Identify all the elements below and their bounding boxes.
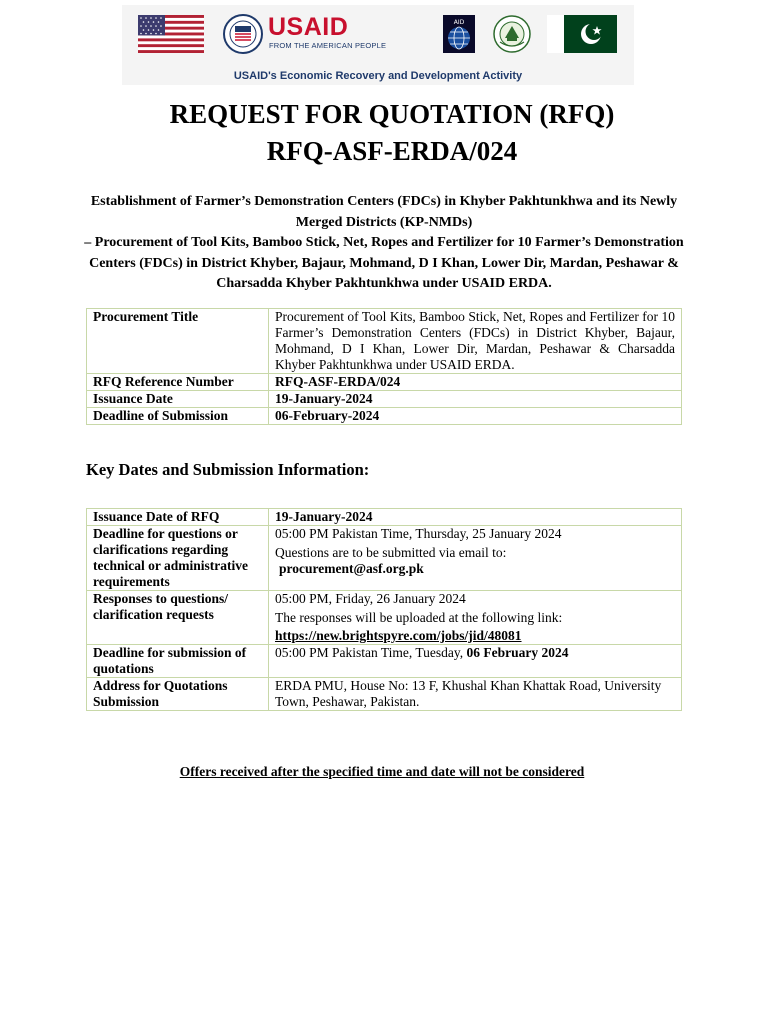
pakistan-flag-icon xyxy=(547,15,617,53)
table-row xyxy=(87,509,682,526)
usaid-tagline: FROM THE AMERICAN PEOPLE xyxy=(269,41,387,50)
procurement-title-label: Procurement Title xyxy=(87,309,269,374)
rfq-number-title: RFQ-ASF-ERDA/024 xyxy=(266,136,518,166)
quotation-deadline-time: 05:00 PM Pakistan Time, Tuesday, xyxy=(275,645,467,660)
submission-deadline-value: 06-February-2024 xyxy=(269,408,682,425)
late-offers-notice: Offers received after the specified time and date will not be considered xyxy=(179,764,585,779)
activity-subtitle: USAID's Economic Recovery and Development Activity xyxy=(233,70,523,82)
aid-logo-label: AID xyxy=(453,19,465,26)
responses-time: 05:00 PM, Friday, 26 January 2024 xyxy=(275,591,466,606)
submission-deadline-label: Deadline of Submission xyxy=(87,408,269,425)
questions-deadline-time: 05:00 PM Pakistan Time, Thursday, 25 January 2024 xyxy=(275,526,562,541)
procurement-email-link[interactable]: procurement@asf.org.pk xyxy=(279,561,424,576)
issuance-date-value: 19-January-2024 xyxy=(269,391,682,408)
table-row xyxy=(87,374,682,391)
table-row xyxy=(87,309,682,374)
responses-cell xyxy=(269,591,682,645)
us-flag-icon xyxy=(138,15,204,53)
page-title: REQUEST FOR QUOTATION (RFQ) xyxy=(169,99,615,129)
key-dates-table xyxy=(86,508,682,711)
intro-paragraph xyxy=(84,192,684,295)
intro-line-1: Establishment of Farmer’s Demonstration Centers (FDCs) in Khyber Pakhtunkhwa and its Newly Merged Districts (KP-NMDs) xyxy=(90,194,678,230)
brightspyre-job-link[interactable]: https://new.brightspyre.com/jobs/jid/48081 xyxy=(275,628,522,643)
responses-upload-note: The responses will be uploaded at the following link: xyxy=(275,610,563,625)
intro-line-2: – Procurement of Tool Kits, Bamboo Stick, Net, Ropes and Fertilizer for 10 Farmer’s Demonstration Centers (FDCs) in District Khyber, Bajaur, Mohmand, D I Khan, Lower Dir, Mardan, Peshawar & Charsadda Khyber Pakhtunkhwa under USAID ERDA. xyxy=(84,235,684,291)
usaid-wordmark: USAID xyxy=(268,13,349,41)
table-row xyxy=(87,645,682,678)
questions-deadline-label: Deadline for questions or clarifications regarding technical or administrative requirements xyxy=(87,526,269,591)
aid-globe-logo-icon xyxy=(443,15,475,53)
procurement-table xyxy=(86,308,682,425)
rfq-issuance-label: Issuance Date of RFQ xyxy=(87,509,269,526)
kp-government-seal-icon xyxy=(492,14,532,54)
questions-deadline-cell xyxy=(269,526,682,591)
key-dates-heading: Key Dates and Submission Information: xyxy=(86,460,370,479)
quotation-deadline-label: Deadline for submission of quotations xyxy=(87,645,269,678)
responses-label: Responses to questions/ clarification requests xyxy=(87,591,269,645)
procurement-title-value: Procurement of Tool Kits, Bamboo Stick, Net, Ropes and Fertilizer for 10 Farmer’s Demonstration Centers (FDCs) in District Khyber, Bajaur, Mohmand, D I Khan, Lower Dir, Mardan, Peshawar & Charsadda Khyber Pakhtunkhwa under USAID ERDA. xyxy=(269,309,682,374)
rfq-reference-value: RFQ-ASF-ERDA/024 xyxy=(269,374,682,391)
submission-address-value: ERDA PMU, House No: 13 F, Khushal Khan Khattak Road, University Town, Peshawar, Pakistan. xyxy=(269,678,682,711)
quotation-deadline-date: 06 February 2024 xyxy=(466,645,569,660)
table-row xyxy=(87,526,682,591)
rfq-issuance-value: 19-January-2024 xyxy=(269,509,682,526)
table-row xyxy=(87,678,682,711)
table-row xyxy=(87,391,682,408)
rfq-reference-label: RFQ Reference Number xyxy=(87,374,269,391)
questions-submission-note: Questions are to be submitted via email to: xyxy=(275,545,507,560)
table-row xyxy=(87,408,682,425)
issuance-date-label: Issuance Date xyxy=(87,391,269,408)
quotation-deadline-cell xyxy=(269,645,682,678)
table-row xyxy=(87,591,682,645)
usaid-seal-icon xyxy=(223,14,263,54)
submission-address-label: Address for Quotations Submission xyxy=(87,678,269,711)
